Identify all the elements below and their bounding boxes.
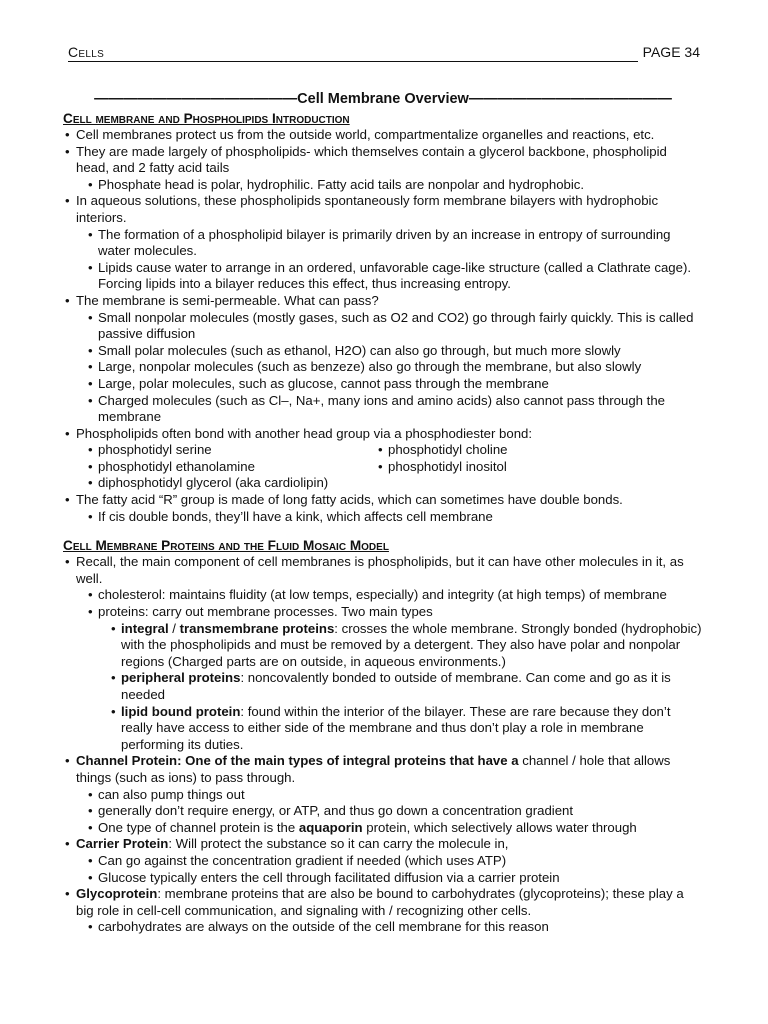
list-item: • phosphotidyl inositol (378, 459, 698, 476)
document-body (63, 90, 703, 936)
chapter-title: Cells (68, 43, 638, 62)
text: One type of channel protein is the (98, 819, 299, 835)
term-channel-protein: Channel Protein: One of the main types of integral proteins that have a (76, 753, 519, 769)
list-item: • The fatty acid “R” group is made of long fatty acids, which can sometimes have double bonds. (63, 492, 703, 509)
list-item: • phosphotidyl serine (88, 442, 408, 459)
text: protein, which selectively allows water through (362, 819, 637, 835)
page-header (68, 43, 700, 65)
list-item (63, 886, 703, 919)
page-number: PAGE 34 (642, 44, 700, 60)
term-carrier-protein: Carrier Protein (76, 836, 169, 852)
list-item: • The formation of a phospholipid bilayer is primarily driven by an increase in entropy of surrounding water molecules. (63, 227, 703, 260)
list-item: • Small nonpolar molecules (mostly gases, such as O2 and CO2) go through fairly quickly. This is called passive diffusion (63, 310, 703, 343)
definition-text: : crosses the whole membrane. Strongly bonded (hydrophobic) with the phospholipids and must be removed by a detergent. They also have polar and nonpolar regions (Charged parts are on outside, in aqueous environments.) (121, 620, 702, 669)
list-item: • Phospholipids often bond with another head group via a phosphodiester bond: (63, 426, 703, 443)
definition-text: : membrane proteins that are also be bound to carbohydrates (glycoproteins); these play a big role in cell-cell communication, and signaling with / recognizing other cells. (76, 886, 684, 918)
heading-phospholipids-intro: Cell membrane and Phospholipids Introduction (63, 111, 350, 126)
list-item (63, 753, 703, 786)
term-transmembrane: transmembrane proteins (179, 620, 335, 636)
list-item (63, 704, 703, 754)
list-item: • cholesterol: maintains fluidity (at low temps, especially) and integrity (at high temps) of membrane (63, 587, 703, 604)
list-item: • can also pump things out (63, 787, 703, 804)
list-item: • Can go against the concentration gradient if needed (which uses ATP) (63, 853, 703, 870)
list-item (63, 670, 703, 703)
definition-text: channel / hole that allows things (such as ions) to pass through. (76, 753, 671, 785)
list-item: • In aqueous solutions, these phospholipids spontaneously form membrane bilayers with hydrophobic interiors. (63, 193, 703, 226)
term-integral: integral (121, 620, 169, 636)
definition-text: : noncovalently bonded to outside of membrane. Can come and go as it is needed (121, 670, 671, 702)
list-item: • Large, polar molecules, such as glucose, cannot pass through the membrane (63, 376, 703, 393)
list-item: • carbohydrates are always on the outside of the cell membrane for this reason (63, 919, 703, 936)
term-peripheral: peripheral proteins (121, 670, 241, 686)
list-item (63, 621, 703, 671)
heading-membrane-proteins: Cell Membrane Proteins and the Fluid Mosaic Model (63, 538, 389, 554)
list-item: • Phosphate head is polar, hydrophilic. Fatty acid tails are nonpolar and hydrophobic. (63, 177, 703, 194)
list-item (63, 820, 703, 837)
list-item: • phosphotidyl ethanolamine (88, 459, 408, 476)
list-item: • The membrane is semi-permeable. What can pass? (63, 293, 703, 310)
list-item: • diphosphotidyl glycerol (aka cardiolipin) (63, 475, 703, 492)
list-item: • Charged molecules (such as Cl–, Na+, many ions and amino acids) also cannot pass through the membrane (63, 393, 703, 426)
definition-text: : found within the interior of the bilayer. These are rare because they don’t really have access to either side of the membrane and thus don’t play a role in membrane performing its duties. (121, 703, 671, 752)
term-aquaporin: aquaporin (298, 819, 363, 835)
list-item: • Glucose typically enters the cell through facilitated diffusion via a carrier protein (63, 870, 703, 887)
separator: / (168, 620, 180, 636)
list-item: • They are made largely of phospholipids- which themselves contain a glycerol backbone, phospholipid head, and 2 fatty acid tails (63, 144, 703, 177)
section-title: ——————————————Cell Membrane Overview—————————————— (94, 91, 672, 107)
list-item: • Lipids cause water to arrange in an ordered, unfavorable cage-like structure (called a Clathrate cage). Forcing lipids into a bilayer reduces this effect, thus increasing entropy. (63, 260, 703, 293)
term-glycoprotein: Glycoprotein (76, 886, 158, 902)
list-item: • Cell membranes protect us from the outside world, compartmentalize organelles and reactions, etc. (63, 127, 703, 144)
definition-text: : Will protect the substance so it can carry the molecule in, (168, 836, 509, 852)
list-item: • Large, nonpolar molecules (such as benzeze) also go through the membrane, but also slowly (63, 359, 703, 376)
list-item (63, 836, 703, 853)
list-item: • generally don’t require energy, or ATP, and thus go down a concentration gradient (63, 803, 703, 820)
list-item: • proteins: carry out membrane processes. Two main types (63, 604, 703, 621)
list-item: • phosphotidyl choline (378, 442, 698, 459)
list-item: • Recall, the main component of cell membranes is phospholipids, but it can have other molecules in it, as well. (63, 554, 703, 587)
head-group-list (63, 442, 703, 475)
term-lipid-bound: lipid bound protein (121, 703, 241, 719)
list-item: • If cis double bonds, they’ll have a kink, which affects cell membrane (63, 509, 703, 526)
list-item: • Small polar molecules (such as ethanol, H2O) can also go through, but much more slowly (63, 343, 703, 360)
